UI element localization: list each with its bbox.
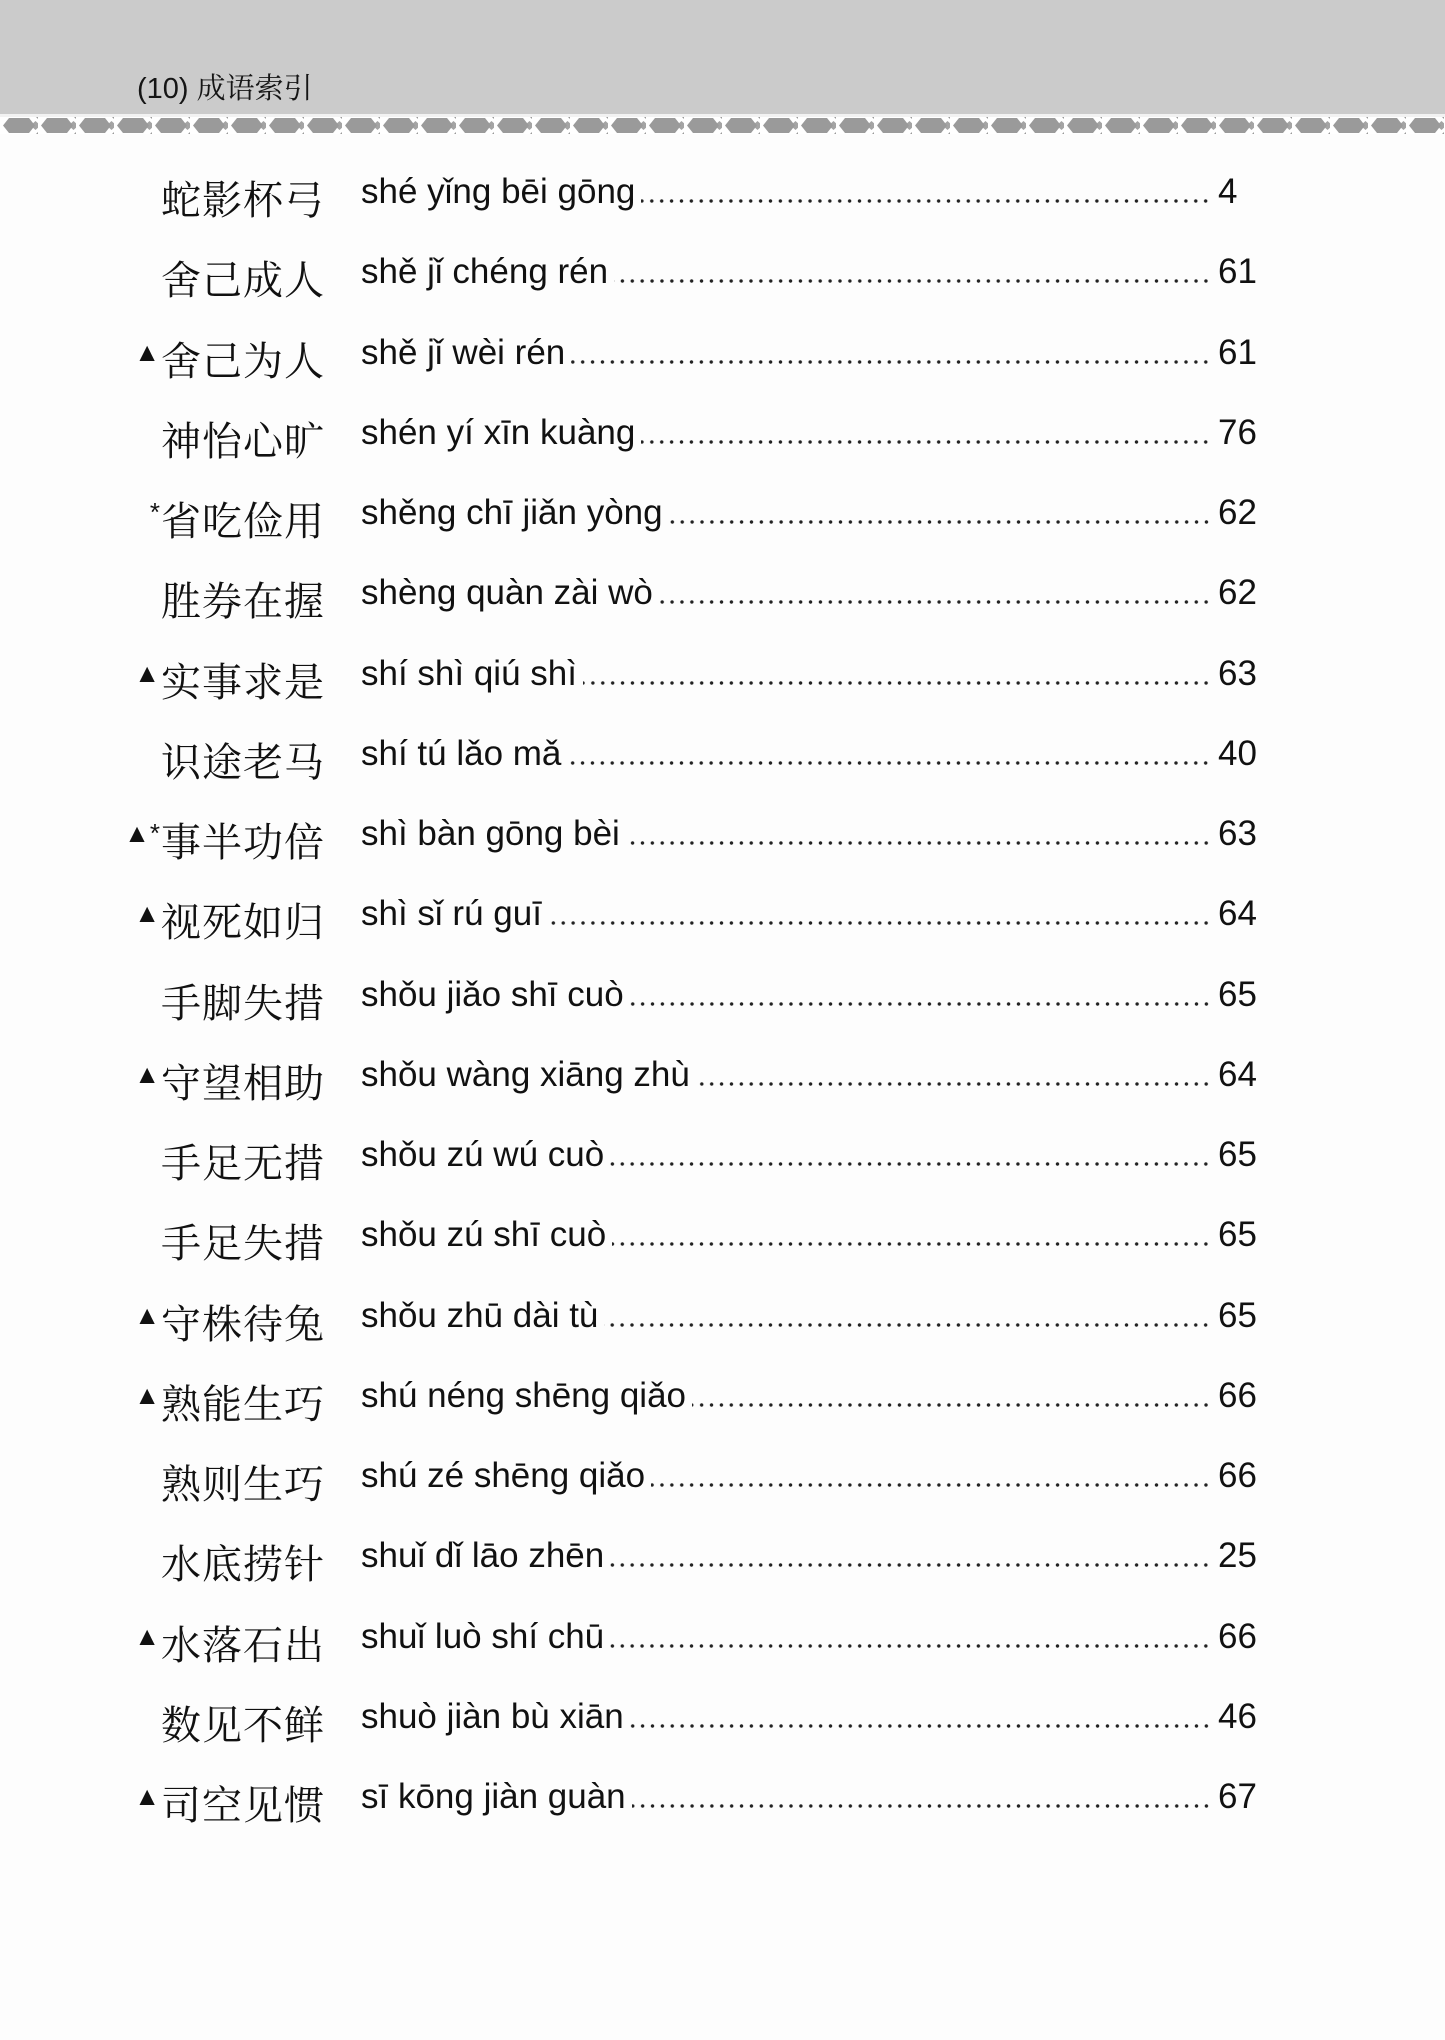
pinyin-text: shí shì qiú shì	[361, 653, 577, 693]
pinyin-text: shé yǐng bēi gōng	[361, 172, 636, 211]
dot-leader	[641, 199, 1211, 203]
dot-leader	[571, 360, 1211, 364]
dot-leader	[626, 841, 1211, 845]
idiom-text: 水底捞针	[161, 1543, 325, 1588]
idiom-text: 手脚失措	[161, 981, 325, 1026]
dot-leader	[669, 520, 1211, 524]
entry-markers: ▲	[134, 657, 160, 688]
idiom-text: 舍己成人	[161, 259, 325, 304]
dot-leader	[567, 761, 1211, 765]
page-number: 63	[1218, 653, 1257, 693]
page-number: 61	[1218, 252, 1257, 292]
page-number: 63	[1218, 814, 1257, 853]
dot-leader	[610, 1162, 1211, 1166]
idiom-text: 水落石出	[161, 1623, 325, 1668]
pinyin-text: shuò jiàn bù xiān	[361, 1696, 624, 1736]
page-number: 64	[1218, 894, 1257, 934]
entry-markers: ▲	[134, 1058, 160, 1089]
index-entry	[0, 1048, 1445, 1128]
dot-leader	[614, 279, 1211, 283]
idiom-text: 视死如归	[161, 901, 325, 946]
pinyin-text: shǒu zú wú cuò	[361, 1135, 605, 1174]
page-number: 65	[1218, 1295, 1257, 1335]
dot-leader	[548, 921, 1211, 925]
page-number: 76	[1218, 412, 1257, 452]
page-number: 67	[1218, 1777, 1257, 1816]
header-title: (10) 成语索引	[137, 73, 313, 105]
index-entry	[0, 1610, 1445, 1690]
index-entry	[0, 1369, 1445, 1449]
entry-markers: ▲	[134, 1620, 160, 1651]
idiom-text: 识途老马	[161, 740, 325, 785]
dot-leader	[604, 1323, 1211, 1327]
page-number: 66	[1218, 1456, 1257, 1495]
page-number: 65	[1218, 974, 1257, 1014]
pinyin-text: shěng chī jiǎn yòng	[361, 493, 663, 532]
index-entry	[0, 165, 1445, 245]
idiom-text: 实事求是	[161, 660, 325, 705]
dot-leader	[692, 1403, 1211, 1407]
page-number: 65	[1218, 1135, 1257, 1174]
entry-markers: ▲	[134, 898, 160, 929]
pinyin-text: shě jǐ chéng rén	[361, 252, 609, 292]
index-entry	[0, 1690, 1445, 1770]
entry-markers: ▲*	[124, 818, 160, 848]
pinyin-text: shǒu zhū dài tù	[361, 1295, 599, 1335]
idiom-text: 胜券在握	[161, 580, 325, 625]
pinyin-text: shǒu wàng xiāng zhù	[361, 1054, 690, 1094]
page-header	[0, 0, 1445, 114]
dot-leader	[696, 1082, 1211, 1086]
page-number: 62	[1218, 493, 1257, 532]
dot-leader	[630, 1724, 1211, 1728]
idiom-text: 手足失措	[161, 1222, 325, 1267]
pinyin-text: shě jǐ wèi rén	[361, 332, 566, 372]
pinyin-text: shuǐ luò shí chū	[361, 1616, 605, 1656]
page-number: 61	[1218, 332, 1257, 372]
idiom-text: 司空见惯	[161, 1784, 325, 1828]
dot-leader	[641, 440, 1211, 444]
page-number: 46	[1218, 1696, 1257, 1736]
pinyin-text: shì bàn gōng bèi	[361, 814, 620, 853]
pinyin-text: shì sǐ rú guī	[361, 894, 542, 934]
page-number: 64	[1218, 1054, 1257, 1094]
entry-markers: ▲	[134, 1379, 160, 1410]
idiom-text: 神怡心旷	[161, 419, 325, 464]
index-entry	[0, 887, 1445, 967]
index-entry	[0, 566, 1445, 646]
index-entry	[0, 647, 1445, 727]
pinyin-text: sī kōng jiàn guàn	[361, 1777, 626, 1816]
idiom-text: 事半功倍	[161, 821, 325, 865]
pinyin-text: shú néng shēng qiǎo	[361, 1375, 686, 1415]
index-entry	[0, 1529, 1445, 1609]
idiom-text: 熟则生巧	[161, 1463, 325, 1507]
entry-markers: ▲	[134, 1299, 160, 1330]
index-entry	[0, 807, 1445, 887]
decorative-pattern-band	[0, 117, 1445, 134]
idiom-text: 熟能生巧	[161, 1382, 325, 1427]
index-entry	[0, 727, 1445, 807]
index-entry	[0, 486, 1445, 566]
page-number: 4	[1218, 172, 1238, 211]
dot-leader	[659, 600, 1211, 604]
index-entry	[0, 1128, 1445, 1208]
index-entry	[0, 968, 1445, 1048]
pinyin-text: shí tú lǎo mǎ	[361, 733, 562, 773]
dot-leader	[610, 1563, 1211, 1567]
lattice-pattern-icon	[0, 117, 1445, 134]
dot-leader	[583, 681, 1211, 685]
idiom-text: 舍己为人	[161, 339, 325, 384]
page-number: 66	[1218, 1616, 1257, 1656]
idiom-text: 省吃俭用	[161, 500, 325, 544]
dot-leader	[630, 1002, 1211, 1006]
idiom-text: 手足无措	[161, 1142, 325, 1186]
pinyin-text: shǒu zú shī cuò	[361, 1215, 607, 1255]
index-entry	[0, 406, 1445, 486]
index-entry	[0, 1770, 1445, 1850]
idiom-index-list	[0, 165, 1445, 1850]
pinyin-text: shǒu jiǎo shī cuò	[361, 974, 624, 1014]
dot-leader	[612, 1242, 1211, 1246]
pinyin-text: shèng quàn zài wò	[361, 573, 653, 613]
dot-leader	[651, 1483, 1211, 1487]
index-entry	[0, 1208, 1445, 1288]
entry-markers: *	[149, 497, 160, 527]
index-entry	[0, 245, 1445, 325]
dot-leader	[610, 1644, 1211, 1648]
entry-markers: ▲	[134, 336, 160, 367]
dot-leader	[632, 1804, 1211, 1808]
page-number: 40	[1218, 733, 1257, 773]
idiom-text: 守株待兔	[161, 1302, 325, 1347]
page-number: 65	[1218, 1215, 1257, 1255]
page-number: 66	[1218, 1375, 1257, 1415]
pinyin-text: shú zé shēng qiǎo	[361, 1456, 646, 1495]
index-entry	[0, 1449, 1445, 1529]
index-entry	[0, 1289, 1445, 1369]
page-number: 25	[1218, 1536, 1257, 1576]
page-number: 62	[1218, 573, 1257, 613]
idiom-text: 守望相助	[161, 1061, 325, 1106]
idiom-text: 蛇影杯弓	[161, 179, 325, 223]
pinyin-text: shén yí xīn kuàng	[361, 412, 636, 452]
entry-markers: ▲	[134, 1781, 160, 1811]
pinyin-text: shuǐ dǐ lāo zhēn	[361, 1536, 605, 1576]
idiom-text: 数见不鲜	[161, 1703, 325, 1748]
index-entry	[0, 326, 1445, 406]
